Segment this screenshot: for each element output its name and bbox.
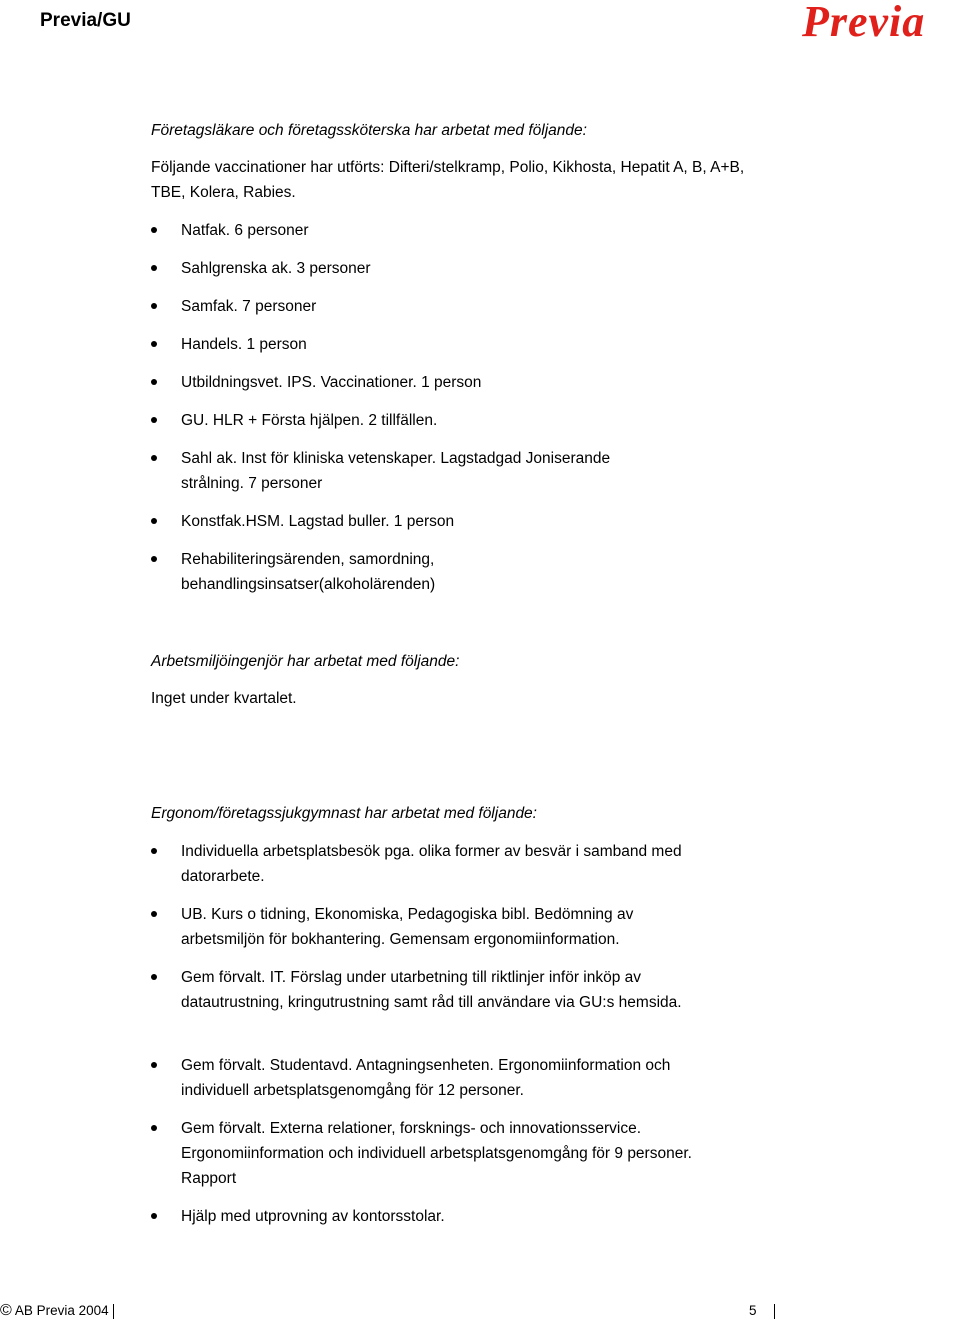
footer-divider	[113, 1304, 114, 1319]
list-item	[151, 332, 751, 357]
list-item-text: GU. HLR + Första hjälpen. 2 tillfällen.	[181, 412, 438, 429]
bullet-icon	[151, 911, 157, 917]
list-item-text: Gem förvalt. Studentavd. Antagningsenheten. Ergonomiinformation och individuell arbetsplatsgenomgång för 12 personer.	[181, 1057, 671, 1099]
document-body	[151, 118, 751, 1229]
list-item-text: Samfak. 7 personer	[181, 298, 317, 315]
list-item	[151, 547, 521, 597]
list-item-text: Konstfak.HSM. Lagstad buller. 1 person	[181, 513, 455, 530]
list-item	[151, 839, 691, 889]
copyright-icon: ©	[0, 1302, 12, 1319]
list-item-text: Sahlgrenska ak. 3 personer	[181, 260, 371, 277]
bullet-icon	[151, 265, 157, 271]
bullet-icon	[151, 227, 157, 233]
list-item	[151, 408, 751, 433]
vaccination-intro: Följande vaccinationer har utförts: Difteri/stelkramp, Polio, Kikhosta, Hepatit A, B, A+B, TBE, Kolera, Rabies.	[151, 159, 745, 201]
ergonomist-activity-list	[151, 839, 731, 1229]
list-item-text: Gem förvalt. IT. Förslag under utarbetning till riktlinjer inför inköp av datautrustning, kringutrustning samt råd till användare via GU:s hemsida.	[181, 969, 682, 1011]
bullet-icon	[151, 379, 157, 385]
list-item-text: Natfak. 6 personer	[181, 222, 309, 239]
physician-activity-list	[151, 218, 751, 597]
section-heading-ergonomist: Ergonom/företagssjukgymnast har arbetat med följande:	[151, 805, 537, 822]
list-item-text: Handels. 1 person	[181, 336, 307, 353]
list-item-text: Gem förvalt. Externa relationer, forsknings- och innovationsservice. Ergonomiinformation och individuell arbetsplatsgenomgång för 9 personer. Rapport	[181, 1120, 692, 1187]
section-heading-engineer: Arbetsmiljöingenjör har arbetat med följande:	[151, 653, 460, 670]
page-footer	[0, 1300, 960, 1322]
bullet-icon	[151, 974, 157, 980]
page-number: 5	[749, 1303, 757, 1318]
previa-logo: Previa	[802, 0, 926, 46]
bullet-icon	[151, 455, 157, 461]
bullet-icon	[151, 848, 157, 854]
list-item	[151, 1116, 711, 1191]
bullet-icon	[151, 341, 157, 347]
list-item-text: Sahl ak. Inst för kliniska vetenskaper. Lagstadgad Joniserande strålning. 7 personer	[181, 450, 611, 492]
list-item	[151, 965, 731, 1015]
bullet-icon	[151, 1062, 157, 1068]
list-item-text: UB. Kurs o tidning, Ekonomiska, Pedagogiska bibl. Bedömning av arbetsmiljön för bokhantering. Gemensam ergonomiinformation.	[181, 906, 634, 948]
list-item	[151, 509, 751, 534]
bullet-icon	[151, 303, 157, 309]
list-item-text: Individuella arbetsplatsbesök pga. olika former av besvär i samband med datorarbete.	[181, 843, 682, 885]
list-item	[151, 256, 751, 281]
bullet-icon	[151, 518, 157, 524]
bullet-icon	[151, 1213, 157, 1219]
list-item	[151, 1204, 731, 1229]
list-item-text: Rehabiliteringsärenden, samordning, behandlingsinsatser(alkoholärenden)	[181, 551, 436, 593]
list-item-text: Hjälp med utprovning av kontorsstolar.	[181, 1208, 445, 1225]
bullet-icon	[151, 556, 157, 562]
bullet-icon	[151, 1125, 157, 1131]
list-item-text: Utbildningsvet. IPS. Vaccinationer. 1 person	[181, 374, 482, 391]
bullet-icon	[151, 417, 157, 423]
list-item	[151, 1053, 726, 1103]
engineer-text: Inget under kvartalet.	[151, 690, 297, 707]
list-item	[151, 294, 751, 319]
list-item	[151, 370, 751, 395]
section-heading-physician: Företagsläkare och företagssköterska har arbetat med följande:	[151, 122, 587, 139]
header-title: Previa/GU	[40, 10, 131, 31]
list-item	[151, 902, 681, 952]
footer-divider	[774, 1304, 775, 1319]
footer-copyright	[0, 1300, 109, 1322]
footer-copyright-text: AB Previa 2004	[14, 1303, 109, 1318]
list-item	[151, 446, 661, 496]
list-item	[151, 218, 751, 243]
